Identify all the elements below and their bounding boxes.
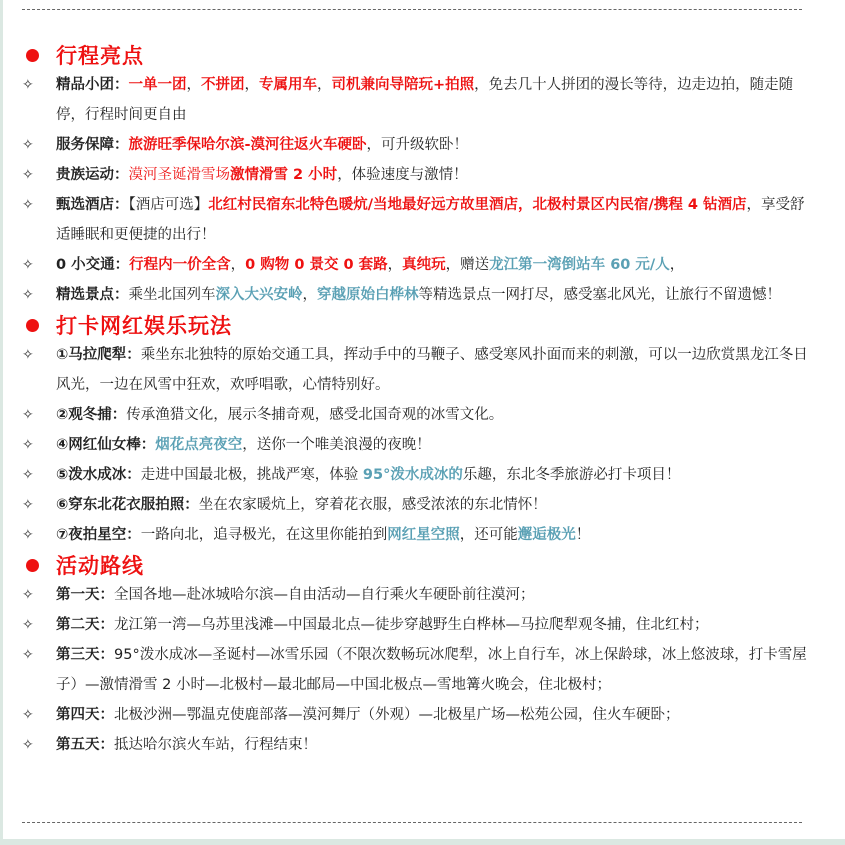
- body-text: 传承渔猎文化，展示冬捕奇观，感受北国奇观的冰雪文化。: [126, 407, 504, 423]
- body-text: 走进中国最北极，挑战严寒，体验: [140, 467, 363, 483]
- body-text: 【酒店可选】: [128, 197, 209, 213]
- body-text: 乘坐北国列车: [128, 287, 216, 303]
- body-text: ，还可能: [459, 527, 518, 543]
- list-item: [22, 190, 812, 250]
- body-text: ，: [244, 77, 259, 93]
- red-dot-icon: [26, 319, 39, 332]
- item-label: 0 小交通：: [56, 257, 130, 273]
- item-label: ⑥穿东北花衣服拍照：: [56, 497, 199, 513]
- item-text: [56, 580, 812, 610]
- highlight-red-text: 不拼团: [201, 77, 245, 93]
- item-text: [56, 280, 812, 310]
- list-item: [22, 610, 812, 640]
- list-item: [22, 70, 812, 130]
- four-point-star-icon: ✧: [22, 617, 34, 633]
- four-point-star-icon: ✧: [22, 77, 34, 93]
- body-text: ！: [575, 527, 591, 543]
- section-title: 活动路线: [56, 554, 144, 578]
- item-label: 第五天：: [56, 737, 114, 753]
- body-text: 全国各地—赴冰城哈尔滨—自由活动—自行乘火车硬卧前往漠河；: [114, 587, 535, 603]
- four-point-star-icon: ✧: [22, 467, 34, 483]
- list-item: [22, 490, 812, 520]
- body-text: ，免去几十人拼团的漫长等待，边走边拍，随走随停，行程时间更自由: [56, 77, 794, 123]
- item-label: ⑦夜拍星空：: [56, 527, 141, 543]
- highlight-teal-text: 网红星空照: [387, 527, 460, 543]
- section-activities: [22, 310, 812, 550]
- item-text: [56, 250, 812, 280]
- list-item: [22, 160, 812, 190]
- body-text: 龙江第一湾—乌苏里浅滩—中国最北点—徒步穿越野生白桦林—马拉爬犁观冬捕，住北红村；: [114, 617, 709, 633]
- list-item: [22, 580, 812, 610]
- bottom-dashed-divider: [22, 822, 802, 823]
- four-point-star-icon: ✧: [22, 587, 34, 603]
- list-item: [22, 430, 812, 460]
- highlight-teal-text: 邂逅极光: [517, 527, 576, 543]
- body-text: ，赠送: [445, 257, 490, 273]
- body-text: 北极沙洲—鄂温克使鹿部落—漠河舞厅（外观）—北极星广场—松苑公园，住火车硬卧；: [114, 707, 680, 723]
- top-dashed-divider: [22, 9, 802, 10]
- list-item: [22, 280, 812, 310]
- item-text: [56, 490, 812, 520]
- item-text: [56, 430, 812, 460]
- four-point-star-icon: ✧: [22, 647, 34, 663]
- item-text: [56, 400, 812, 430]
- body-text: 95°泼水成冰—圣诞村—冰雪乐园（不限次数畅玩冰爬犁，冰上自行车，冰上保龄球，冰上悠波球，打卡雪屋子）—激情滑雪 2 小时—北极村—最北邮局—中国北极点—雪地篝火晚会，住北极村；: [56, 647, 807, 693]
- four-point-star-icon: ✧: [22, 407, 34, 423]
- item-label: ①马拉爬犁：: [56, 347, 141, 363]
- red-dot-icon: [26, 559, 39, 572]
- item-label: 第二天：: [56, 617, 114, 633]
- body-text: 乐趣，东北冬季旅游必打卡项目！: [462, 467, 681, 483]
- item-text: [56, 460, 812, 490]
- highlight-red-text: 真纯玩: [402, 257, 446, 273]
- body-text: 坐在农家暖炕上，穿着花衣服，感受浓浓的东北情怀！: [198, 497, 547, 513]
- section-header: [22, 310, 812, 340]
- item-label: ②观冬捕：: [56, 407, 127, 423]
- section-header: [22, 550, 812, 580]
- body-text: ，: [669, 257, 685, 273]
- section-route: [22, 550, 812, 760]
- four-point-star-icon: ✧: [22, 737, 34, 753]
- item-text: [56, 640, 812, 700]
- item-text: [56, 700, 812, 730]
- item-text: [56, 160, 812, 190]
- four-point-star-icon: ✧: [22, 167, 34, 183]
- list-item: [22, 460, 812, 490]
- body-text: ，体验速度与激情！: [337, 167, 468, 183]
- item-label: ⑤泼水成冰：: [56, 467, 141, 483]
- body-text: ，送你一个唯美浪漫的夜晚！: [242, 437, 431, 453]
- list-item: [22, 130, 812, 160]
- body-text: ，: [387, 257, 403, 273]
- highlight-red-text: 一单一团: [128, 77, 187, 93]
- highlight-teal-text: 深入大兴安岭: [215, 287, 303, 303]
- four-point-star-icon: ✧: [22, 257, 34, 273]
- body-text: ，享受舒适睡眠和更便捷的出行！: [56, 197, 805, 243]
- item-label: 精选景点：: [56, 287, 129, 303]
- item-text: [56, 520, 812, 550]
- list-item: [22, 250, 812, 280]
- four-point-star-icon: ✧: [22, 287, 34, 303]
- section-highlights: [22, 40, 812, 310]
- item-text: [56, 340, 812, 400]
- frame-left-border: [0, 0, 3, 845]
- item-text: [56, 730, 812, 760]
- section-header: [22, 40, 812, 70]
- highlight-red-text: 司机兼向导陪玩+拍照: [331, 77, 475, 93]
- body-text: ，: [302, 287, 317, 303]
- body-text: ，: [317, 77, 332, 93]
- list-item: [22, 640, 812, 700]
- section-title: 打卡网红娱乐玩法: [56, 314, 232, 338]
- body-text: 乘坐东北独特的原始交通工具，挥动手中的马鞭子、感受寒风扑面而来的刺激，可以一边欣赏黑龙江冬日风光，一边在风雪中狂欢，欢呼唱歌，心情特别好。: [56, 347, 808, 393]
- highlight-teal-text: 95°泼水成冰的: [362, 467, 463, 483]
- itinerary-content: [22, 40, 812, 760]
- list-item: [22, 400, 812, 430]
- item-text: [56, 190, 812, 250]
- list-item: [22, 520, 812, 550]
- item-label: ④网红仙女棒：: [56, 437, 156, 453]
- four-point-star-icon: ✧: [22, 527, 34, 543]
- highlight-red-text: 北红村民宿东北特色暖炕/当地最好远方故里酒店，北极村景区内民宿/携程 4 钻酒店: [208, 197, 747, 213]
- highlight-red-text: 激情滑雪 2 小时: [230, 167, 338, 183]
- four-point-star-icon: ✧: [22, 437, 34, 453]
- item-label: 甄选酒店：: [56, 197, 129, 213]
- section-title: 行程亮点: [56, 44, 144, 68]
- body-text: 抵达哈尔滨火车站，行程结束！: [114, 737, 317, 753]
- item-text: [56, 130, 812, 160]
- body-text: 等精选景点一网打尽，感受塞北风光，让旅行不留遗憾！: [418, 287, 781, 303]
- item-label: 第一天：: [56, 587, 114, 603]
- item-label: 服务保障：: [56, 137, 129, 153]
- four-point-star-icon: ✧: [22, 707, 34, 723]
- highlight-teal-text: 烟花点亮夜空: [155, 437, 243, 453]
- four-point-star-icon: ✧: [22, 497, 34, 513]
- item-label: 第四天：: [56, 707, 114, 723]
- four-point-star-icon: ✧: [22, 137, 34, 153]
- highlight-red-text: 行程内一价全含: [129, 257, 231, 273]
- highlight-red-text: 0 购物 0 景交 0 套路: [245, 257, 388, 273]
- item-text: [56, 70, 812, 130]
- highlight-red-text: 专属用车: [259, 77, 317, 93]
- red-dot-icon: [26, 49, 39, 62]
- item-text: [56, 610, 812, 640]
- four-point-star-icon: ✧: [22, 347, 34, 363]
- frame-bottom-border: [0, 839, 845, 845]
- list-item: [22, 340, 812, 400]
- highlight-teal-text: 穿越原始白桦林: [317, 287, 419, 303]
- list-item: [22, 730, 812, 760]
- list-item: [22, 700, 812, 730]
- body-text: ，: [230, 257, 246, 273]
- highlight-red-text: 旅游旺季保哈尔滨-漠河往返火车硬卧: [128, 137, 367, 153]
- body-text: ，可升级软卧！: [366, 137, 469, 153]
- item-label: 精品小团：: [56, 77, 129, 93]
- body-text: 一路向北，追寻极光，在这里你能拍到: [140, 527, 388, 543]
- highlight-red-text: 漠河圣诞滑雪场: [128, 167, 230, 183]
- highlight-teal-text: 龙江第一湾倒站车 60 元/人: [489, 257, 670, 273]
- item-label: 第三天：: [56, 647, 114, 663]
- item-label: 贵族运动：: [56, 167, 129, 183]
- four-point-star-icon: ✧: [22, 197, 34, 213]
- body-text: ，: [186, 77, 201, 93]
